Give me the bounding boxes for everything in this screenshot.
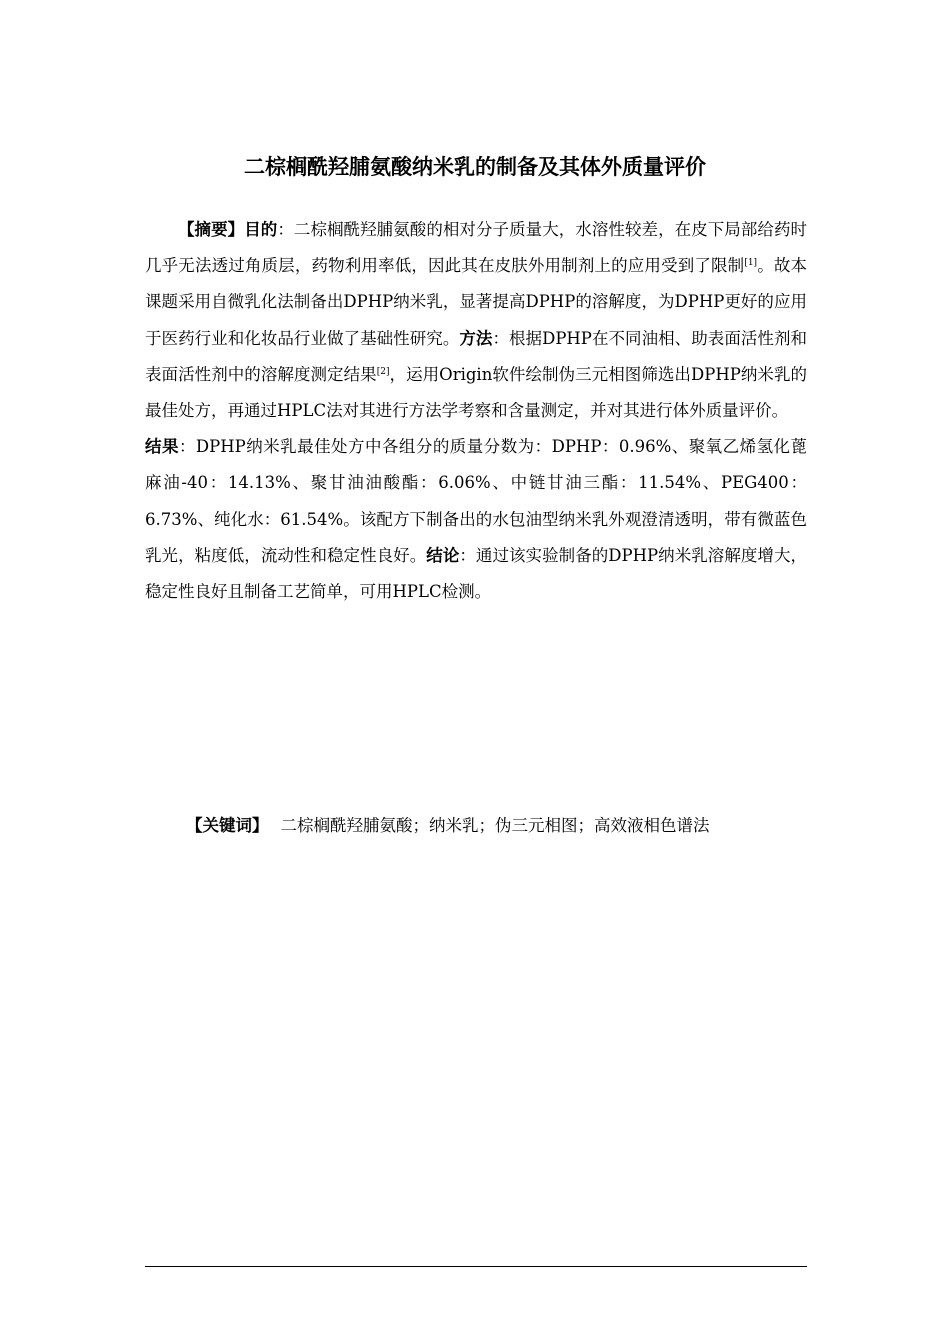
method-text-continued: ，运用Origin软件绘制伪三元相图筛选出DPHP纳米乳的最佳处方，再通过HPLC法对其进行方法学考察和含量测定，并对其进行体外质量评价。: [145, 364, 808, 421]
keywords-label: 【关键词】: [186, 816, 269, 835]
conclusion-text: 通过该实验制备的DPHP纳米乳溶解度增大，稳定性良好且制备工艺简单，可用HPLC检测。: [145, 545, 808, 602]
method-colon: ：: [492, 328, 509, 348]
citation-2[interactable]: [2]: [376, 366, 390, 377]
keywords-text: 二棕榈酰羟脯氨酸；纳米乳；伪三元相图；高效液相色谱法: [280, 816, 710, 835]
footer-rule: [145, 1266, 807, 1267]
page-title: 二棕榈酰羟脯氨酸纳米乳的制备及其体外质量评价: [244, 155, 706, 179]
conclusion-colon: ：: [459, 545, 476, 565]
method-text: 根据DPHP在不同油相、助表面活性剂和表面活性剂中的溶解度测定结果: [145, 328, 808, 384]
conclusion-label: 结论: [426, 545, 460, 565]
citation-1[interactable]: [1]: [744, 258, 758, 269]
method-label: 方法: [459, 328, 493, 348]
objective-text: 二棕榈酰羟脯氨酸的相对分子质量大，水溶性较差，在皮下局部给药时几乎无法透过角质层，药物利用率低，因此其在皮肤外用制剂上的应用受到了限制: [145, 220, 808, 276]
result-text: DPHP纳米乳最佳处方中各组分的质量分数为：DPHP：0.96%、聚氧乙烯氢化蓖麻油-40：14.13%、聚甘油油酸酯：6.06%、中链甘油三酯：11.54%、PEG400：6.73%、纯化水：61.54%。该配方下制备出的水包油型纳米乳外观澄清透明，带有微蓝色乳光，粘度低，流动性和稳定性良好。: [145, 437, 808, 565]
objective-text-continued: 。故本课题采用自微乳化法制备出DPHP纳米乳，显著提高DPHP的溶解度，为DPHP更好的应用于医药行业和化妆品行业做了基础性研究。: [145, 256, 808, 348]
objective-label: 目的: [244, 220, 278, 239]
abstract-heading: 【摘要】: [178, 220, 245, 239]
keywords-line: [186, 810, 826, 842]
abstract-paragraph: [145, 212, 807, 610]
result-colon: ：: [178, 437, 196, 457]
objective-colon: ：: [277, 220, 294, 239]
result-label: 结果: [145, 437, 179, 457]
